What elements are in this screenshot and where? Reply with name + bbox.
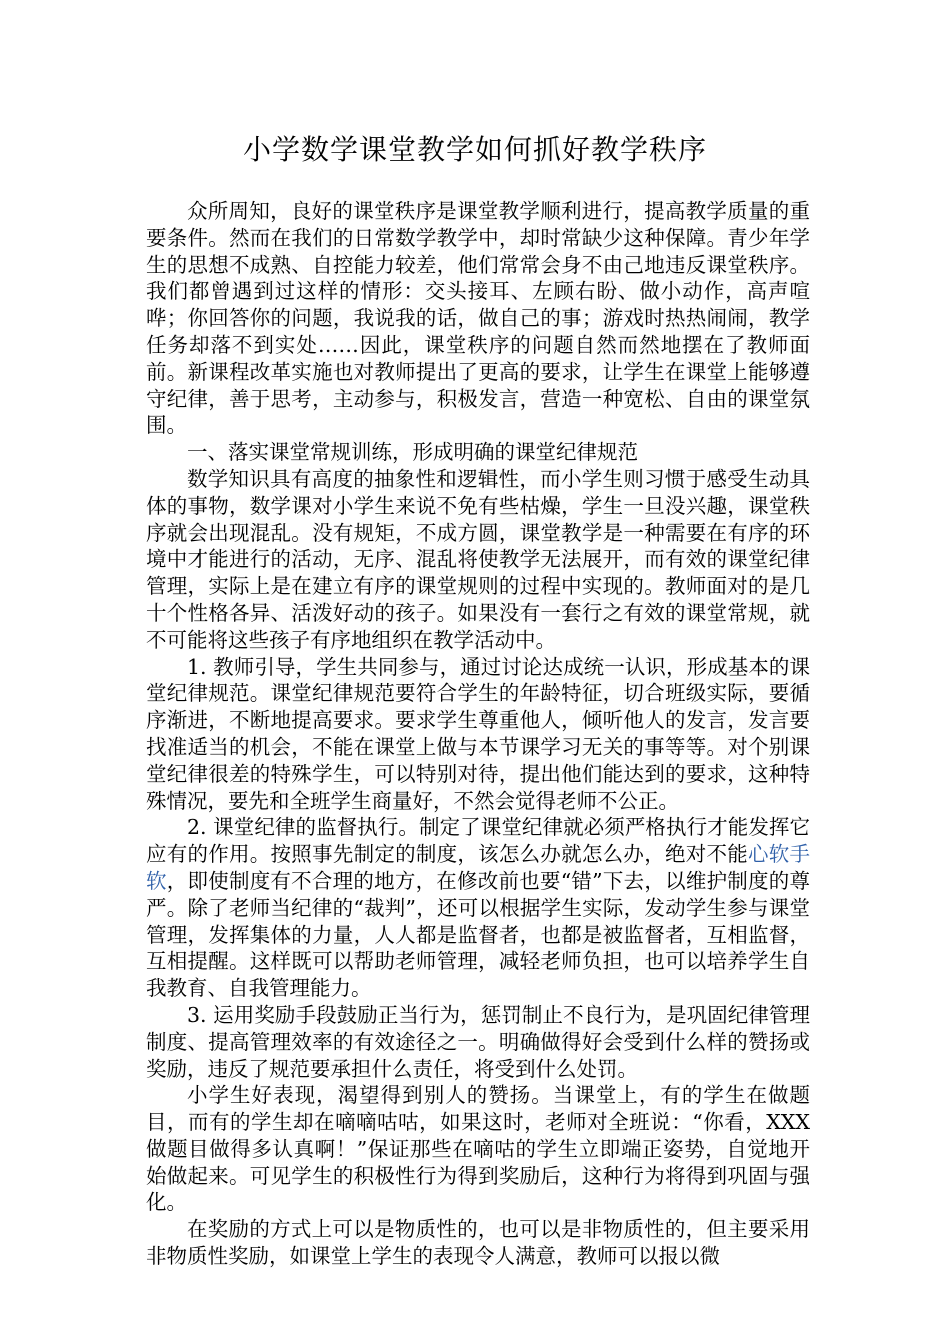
- document-title: 小学数学课堂教学如何抓好教学秩序: [242, 133, 707, 166]
- inline-link-xinruanshouruan[interactable]: 心软手软: [146, 842, 811, 893]
- paragraph-math-knowledge: 数学知识具有高度的抽象性和逻辑性，而小学生则习惯于感受生动具体的事物，数学课对小学生来说不免有些枯燥，学生一旦没兴趣，课堂秩序就会出现混乱。没有规矩，不成方圆，课堂教学是一种需要在有序的环境中才能进行的活动，无序、混乱将使教学无法展开，而有效的课堂纪律管理，实际上是在建立有序的课堂规则的过程中实现的。教师面对的是几十个性格各异、活泼好动的孩子。如果没有一套行之有效的课堂常规，就不可能将这些孩子有序地组织在教学活动中。: [146, 466, 810, 652]
- paragraph-point-3: 3. 运用奖励手段鼓励正当行为，惩罚制止不良行为，是巩固纪律管理制度、提高管理效率的有效途径之一。明确做得好会受到什么样的赞扬或奖励，违反了规范要承担什么责任，将受到什么处罚。: [146, 1002, 810, 1081]
- paragraph-point-1: 1. 教师引导，学生共同参与，通过讨论达成统一认识，形成基本的课堂纪律规范。课堂纪律规范要符合学生的年龄特征，切合班级实际，要循序渐进，不断地提高要求。要求学生尊重他人，倾听他人的发言，发言要找准适当的机会，不能在课堂上做与本节课学习无关的事等等。对个别课堂纪律很差的特殊学生，可以特别对待，提出他们能达到的要求，这种特殊情况，要先和全班学生商量好，不然会觉得老师不公正。: [146, 654, 810, 813]
- section-heading-1: 一、落实课堂常规训练，形成明确的课堂纪律规范: [187, 440, 638, 465]
- paragraph-point-2-after: ，即使制度有不合理的地方，在修改前也要“错”下去，以维护制度的尊严。除了老师当纪律的“裁判”，还可以根据学生实际，发动学生参与课堂管理，发挥集体的力量，人人都是监督者，也都是被监督者，互相监督，互相提醒。这样既可以帮助老师管理，减轻老师负担，也可以培养学生自我教育、自我管理能力。: [146, 868, 811, 1001]
- paragraph-praise: 小学生好表现，渴望得到别人的赞扬。当课堂上，有的学生在做题目，而有的学生却在嘀嘀咕咕，如果这时，老师对全班说：“你看，XXX做题目做得多认真啊！”保证那些在嘀咕的学生立即端正姿势，自觉地开始做起来。可见学生的积极性行为得到奖励后，这种行为将得到巩固与强化。: [146, 1083, 810, 1215]
- paragraph-point-2-before: 2. 课堂纪律的监督执行。制定了课堂纪律就必须严格执行才能发挥它应有的作用。按照事先制定的制度，该怎么办就怎么办，绝对不能: [146, 815, 810, 867]
- document-body: [146, 198, 810, 1270]
- paragraph-point-2: [146, 814, 810, 1002]
- paragraph-reward-methods: 在奖励的方式上可以是物质性的，也可以是非物质性的，但主要采用非物质性奖励，如课堂上学生的表现令人满意，教师可以报以微: [146, 1217, 810, 1269]
- paragraph-intro: 众所周知，良好的课堂秩序是课堂教学顺利进行，提高教学质量的重要条件。然而在我们的日常数学教学中，却时常缺少这种保障。青少年学生的思想不成熟、自控能力较差，他们常常会身不由己地违反课堂秩序。我们都曾遇到过这样的情形：交头接耳、左顾右盼、做小动作，高声喧哗；你回答你的问题，我说我的话，做自己的事；游戏时热热闹闹，教学任务却落不到实处……因此，课堂秩序的问题自然而然地摆在了教师面前。新课程改革实施也对教师提出了更高的要求，让学生在课堂上能够遵守纪律，善于思考，主动参与，积极发言，营造一种宽松、自由的课堂氛围。: [146, 199, 810, 438]
